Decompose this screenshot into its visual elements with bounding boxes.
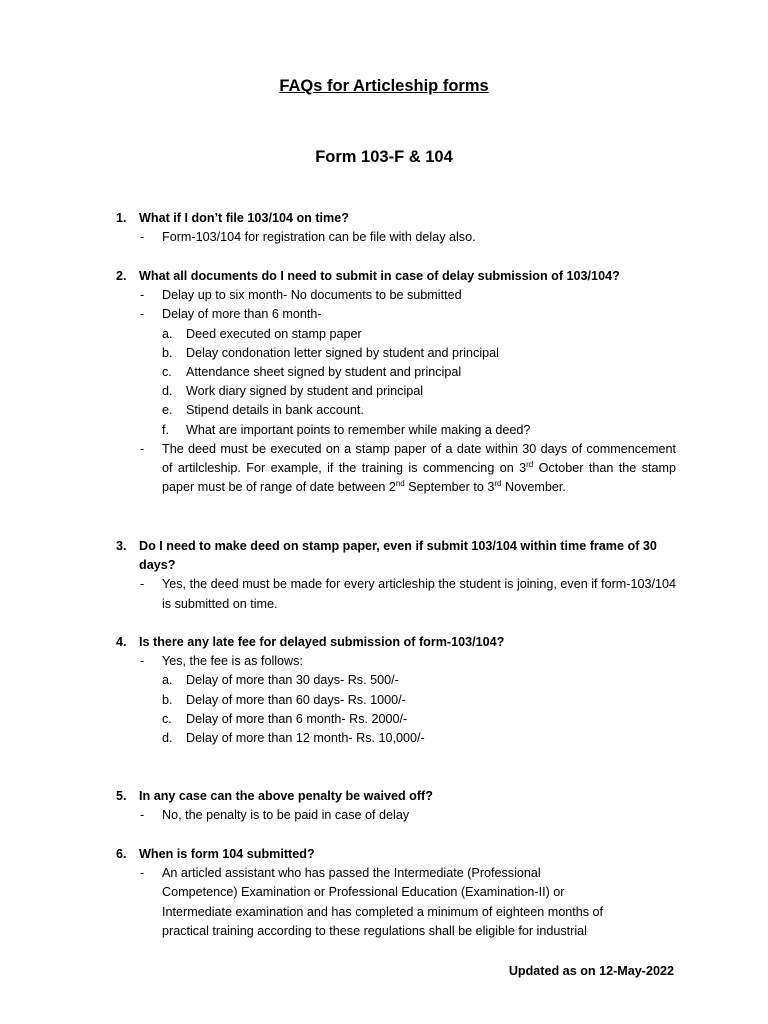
sub-item-text: What are important points to remember while making a deed? xyxy=(186,422,531,437)
sub-item xyxy=(162,671,676,690)
sub-item-letter: e. xyxy=(162,403,173,418)
answer-text xyxy=(162,440,676,498)
dash-bullet-icon: - xyxy=(140,230,145,245)
faq-4 xyxy=(116,633,676,748)
question-text: Is there any late fee for delayed submission of form-103/104? xyxy=(139,635,505,649)
answer-text xyxy=(162,864,676,941)
document-subtitle: Form 103-F & 104 xyxy=(315,148,453,166)
answer-bullet xyxy=(140,864,676,941)
answer-bullet xyxy=(140,286,676,305)
sub-item-letter: d. xyxy=(162,731,173,746)
faq-question xyxy=(116,267,676,286)
question-number: 1. xyxy=(116,211,127,225)
dash-bullet-icon: - xyxy=(140,307,145,322)
faq-3 xyxy=(116,537,676,614)
sub-item-text: Delay of more than 30 days- Rs. 500/- xyxy=(186,673,399,688)
faq-6 xyxy=(116,845,676,941)
sub-item-text: Deed executed on stamp paper xyxy=(186,326,362,341)
faq-question xyxy=(116,537,676,575)
faq-1 xyxy=(116,209,676,247)
ordinal-suffix: nd xyxy=(395,479,405,489)
answer-text: Yes, the fee is as follows: xyxy=(162,654,303,669)
question-number: 3. xyxy=(116,539,127,553)
answer-text: Delay of more than 6 month- xyxy=(162,307,322,322)
answer-line: practical training according to these regulations shall be eligible for industrial xyxy=(162,923,587,938)
dash-bullet-icon: - xyxy=(140,288,145,303)
sub-item xyxy=(162,382,676,401)
answer-line: Competence) Examination or Professional Education (Examination-II) or xyxy=(162,885,565,900)
answer-bullet xyxy=(140,305,676,324)
sub-item-text: Delay of more than 12 month- Rs. 10,000/- xyxy=(186,731,425,746)
answer-text: No, the penalty is to be paid in case of delay xyxy=(162,808,410,823)
dash-bullet-icon: - xyxy=(140,441,145,456)
dash-bullet-icon: - xyxy=(140,654,145,669)
sub-item-letter: f. xyxy=(162,422,169,437)
faq-question xyxy=(116,787,676,806)
ordinal-suffix: rd xyxy=(494,479,502,489)
sub-item-letter: a. xyxy=(162,673,173,688)
answer-bullet xyxy=(140,440,676,498)
question-number: 6. xyxy=(116,847,127,861)
sub-item-letter: b. xyxy=(162,692,173,707)
sub-item-text: Delay condonation letter signed by student and principal xyxy=(186,345,499,360)
sub-item xyxy=(162,729,676,748)
sub-item xyxy=(162,691,676,710)
dash-bullet-icon: - xyxy=(140,577,145,592)
dash-bullet-icon: - xyxy=(140,808,145,823)
sub-item-letter: c. xyxy=(162,365,172,380)
answer-text-part: October than the stamp paper must be of range of date between 2 xyxy=(162,461,676,495)
answer-text-part: November. xyxy=(501,480,566,495)
question-number: 2. xyxy=(116,269,127,283)
question-number: 5. xyxy=(116,789,127,803)
question-text: What if I don’t file 103/104 on time? xyxy=(139,211,349,225)
question-text: In any case can the above penalty be waived off? xyxy=(139,789,433,803)
sub-item-text: Work diary signed by student and principal xyxy=(186,384,424,399)
sub-item-letter: d. xyxy=(162,384,173,399)
ordinal-suffix: rd xyxy=(526,459,534,469)
answer-text: Form-103/104 for registration can be file with delay also. xyxy=(162,230,476,245)
answer-text-part: The deed must be executed on a stamp paper of a date within 30 days of commencement of artilcleship. For example, if the training is commencing on 3 xyxy=(162,441,676,476)
sub-item-text: Attendance sheet signed by student and principal xyxy=(186,365,462,380)
faq-2 xyxy=(116,267,676,497)
question-text: Do I need to make deed on stamp paper, even if submit 103/104 within time frame of 30 days? xyxy=(139,539,657,573)
sub-item xyxy=(162,401,676,420)
answer-text: Yes, the deed must be made for every articleship the student is joining, even if form-103/104 is submitted on time. xyxy=(162,577,676,611)
sub-item-text: Stipend details in bank account. xyxy=(186,403,364,418)
answer-bullet xyxy=(140,806,676,825)
question-number: 4. xyxy=(116,635,127,649)
sub-item xyxy=(162,363,676,382)
answer-text-part: September to 3 xyxy=(404,480,495,495)
answer-bullet xyxy=(140,652,676,671)
answer-line: An articled assistant who has passed the Intermediate (Professional xyxy=(162,866,541,881)
sub-item xyxy=(162,325,676,344)
faq-question xyxy=(116,209,676,228)
answer-text: Delay up to six month- No documents to be submitted xyxy=(162,288,462,303)
sub-item-letter: b. xyxy=(162,345,173,360)
sub-item-text: Delay of more than 60 days- Rs. 1000/- xyxy=(186,692,406,707)
faq-question xyxy=(116,633,676,652)
answer-bullet xyxy=(140,575,676,613)
faq-5 xyxy=(116,787,676,825)
document-title: FAQs for Articleship forms xyxy=(279,77,489,95)
answer-line: Intermediate examination and has completed a minimum of eighteen months of xyxy=(162,904,604,919)
dash-bullet-icon: - xyxy=(140,866,145,881)
sub-item-text: Delay of more than 6 month- Rs. 2000/- xyxy=(186,711,408,726)
sub-item xyxy=(162,344,676,363)
sub-item-letter: c. xyxy=(162,711,172,726)
sub-item xyxy=(162,710,676,729)
question-text: When is form 104 submitted? xyxy=(139,847,315,861)
question-text: What all documents do I need to submit in case of delay submission of 103/104? xyxy=(139,269,620,283)
answer-bullet xyxy=(140,228,676,247)
sub-item-letter: a. xyxy=(162,326,173,341)
sub-item xyxy=(162,421,676,440)
faq-question xyxy=(116,845,676,864)
updated-date-footer: Updated as on 12-May-2022 xyxy=(508,964,674,978)
